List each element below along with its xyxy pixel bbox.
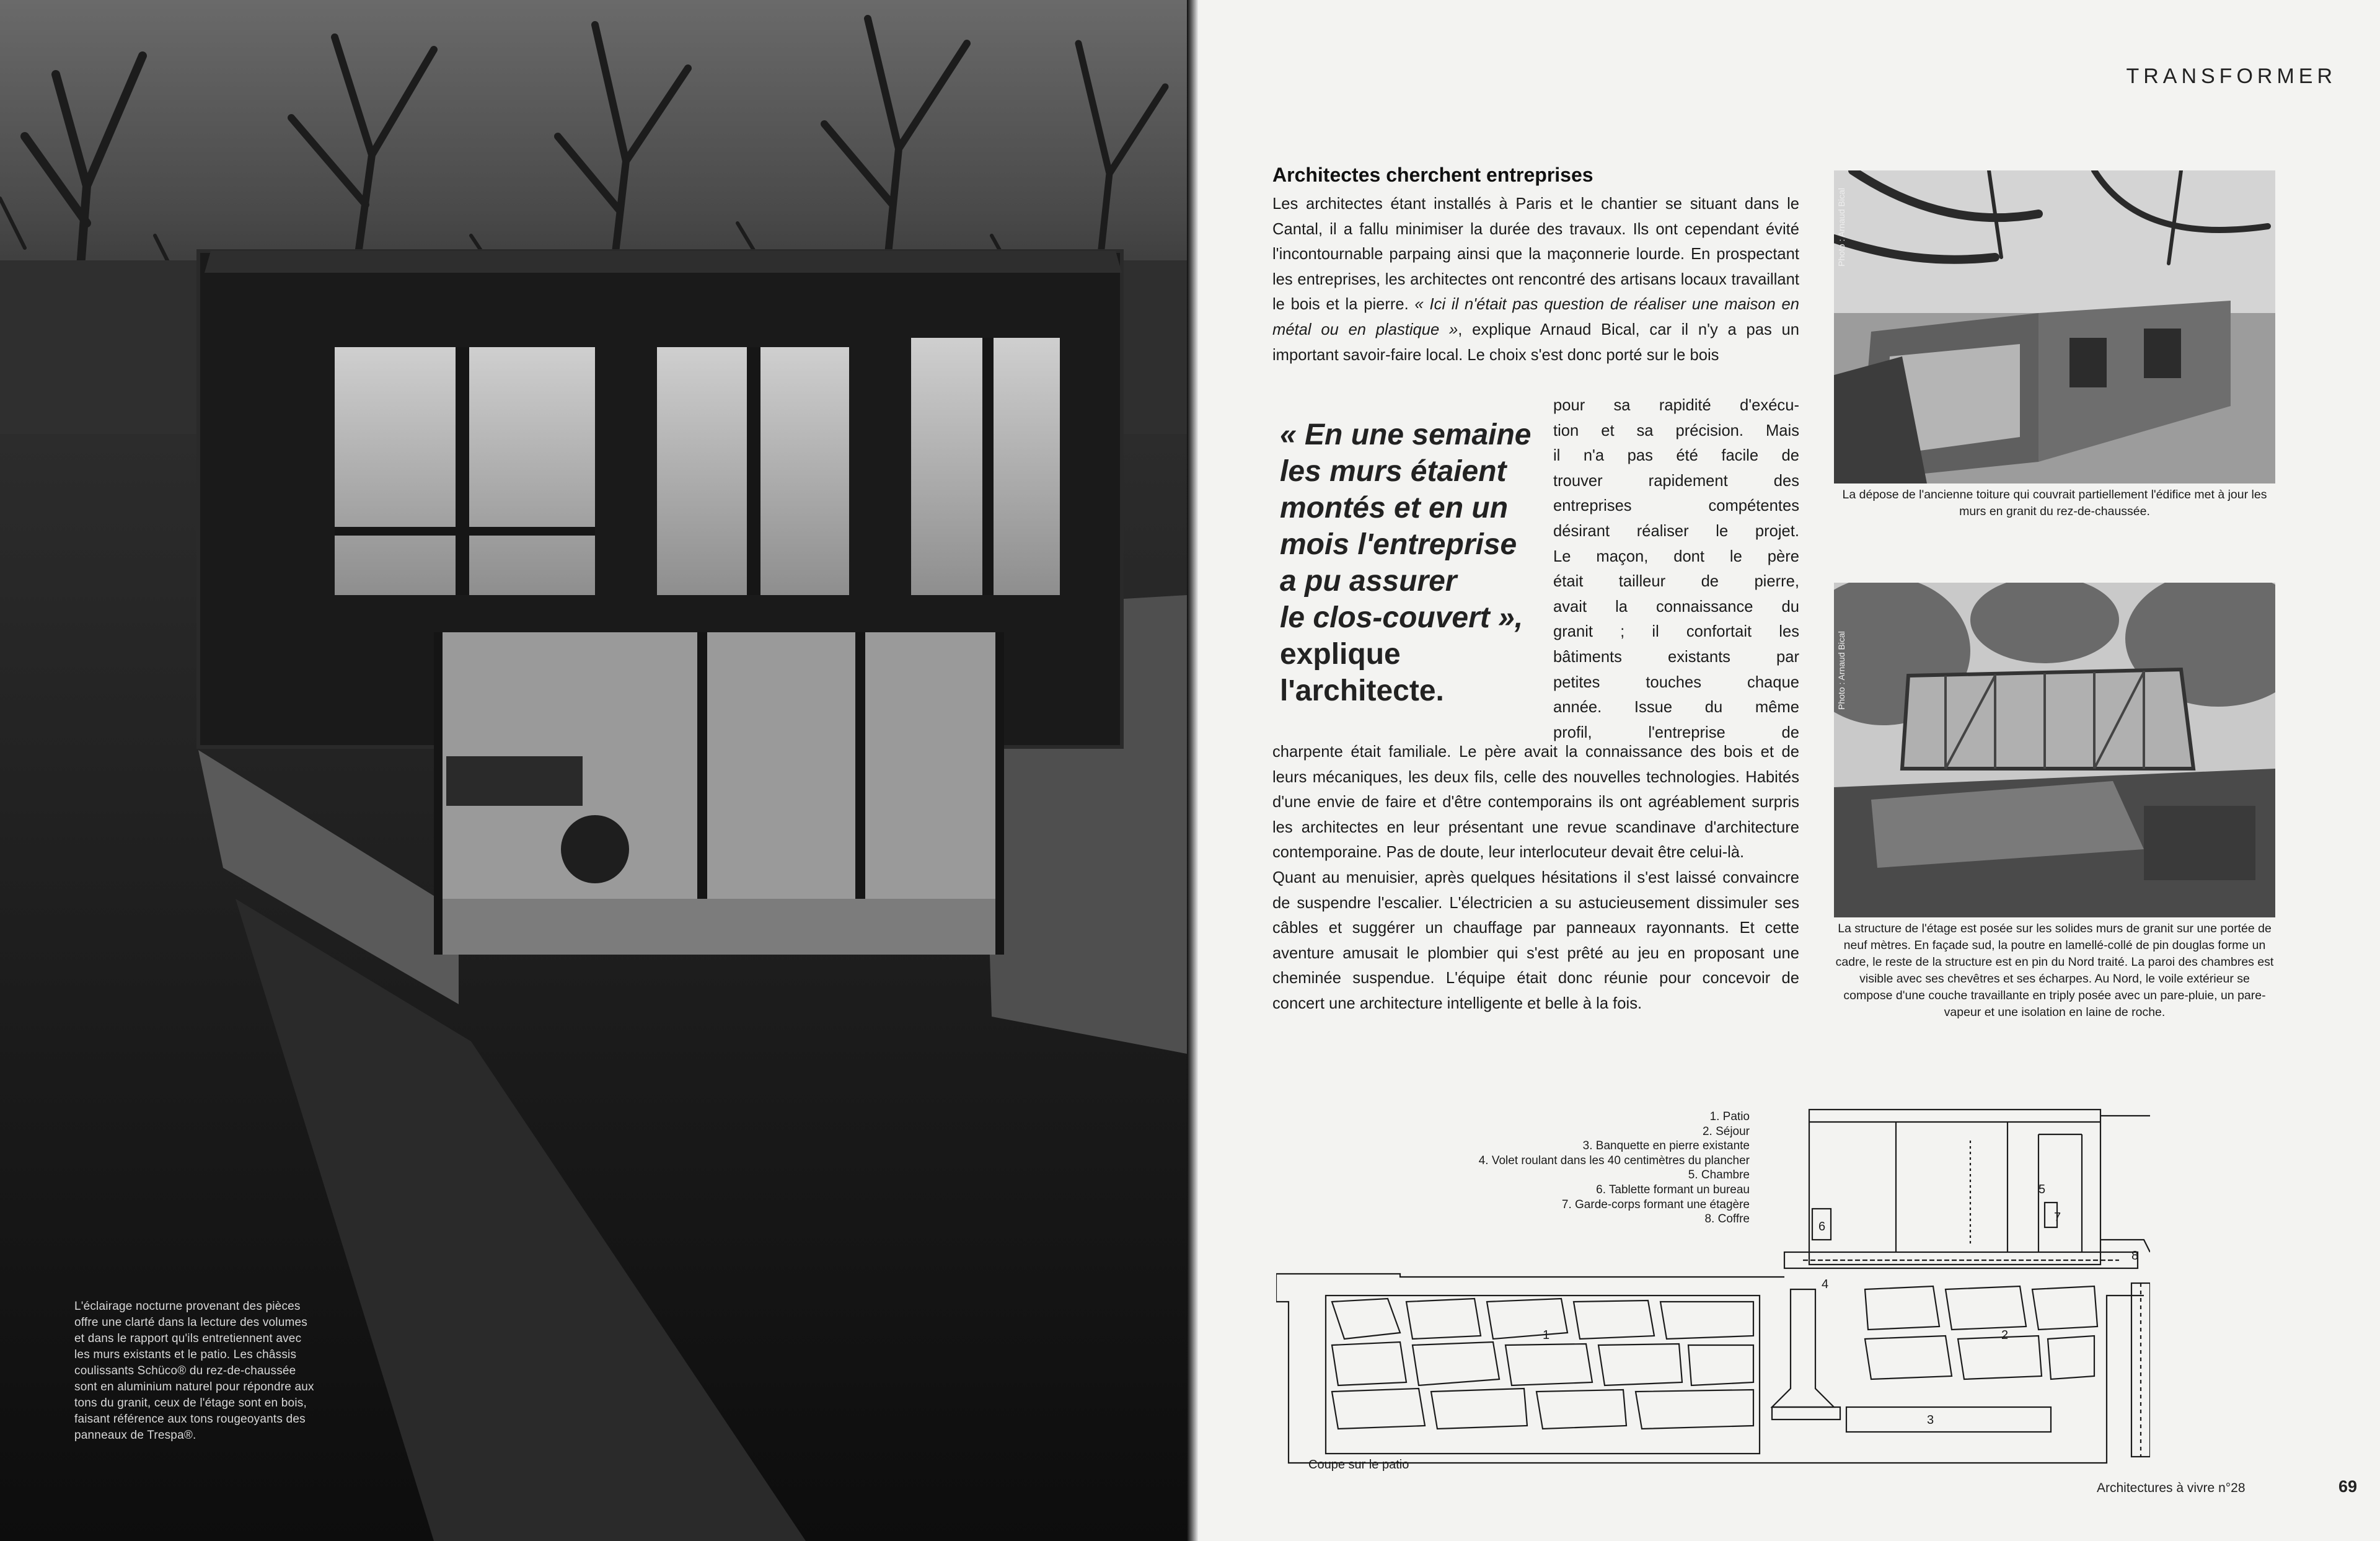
narrow-line: bâtiments existants par: [1553, 648, 1799, 666]
pull-quote-line: le clos-couvert »,: [1280, 601, 1523, 634]
narrow-line: pour sa rapidité d'exécu-: [1553, 397, 1799, 414]
right-page: [1198, 0, 2380, 1541]
photo-credit: Photo : Arnaud Bical: [1836, 631, 1846, 710]
photo-caption-structure: La structure de l'étage est posée sur les solides murs de granit sur une portée de neuf mètres. En façade sud, la poutre en lamellé-collé de pin douglas forme un cadre, le reste de la structure est en pin du Nord traité. La paroi des chambres est visible avec ses chevêtres et ses écharpes. Au Nord, le voile extérieur se compose d'une couche travaillante en triply posée avec un pare-pluie, un pare-vapeur et une isolation en laine de roche.: [1835, 922, 2274, 1019]
pull-quote-line: mois l'entreprise: [1280, 528, 1517, 561]
pull-quote-attribution: l'architecte.: [1280, 674, 1444, 707]
narrow-line: tion et sa précision. Mais: [1553, 422, 1799, 439]
body-paragraph-1-end: , explique Arnaud Bical, car il n'y a pas un important savoir-faire local. Le choix s'est donc porté sur le bois: [1272, 320, 1799, 364]
pull-quote-line: « En une semaine: [1280, 418, 1532, 451]
pull-quote: [1280, 417, 1540, 709]
body-paragraph-2: charpente était familiale. Le père avait la connaissance des bois et de leurs mécaniques, les deux fils, celle des nouvelles technologies. Habités d'une envie de faire et d'être contemporains ils ont agréablement surpris les architectes en leur présentant une revue scandinave d'architecture contemporaine. Pas de doute, leur interlocuteur devait être celui-là.: [1272, 743, 1799, 862]
pull-quote-line: a pu assurer: [1280, 565, 1457, 598]
photo-caption: L'éclairage nocturne provenant des pièces offre une clarté dans la lecture des volumes et dans le rapport qu'ils entretiennent avec les murs existants et le patio. Les châssis coulissants Schüco® du rez-de-chaussée sont en aluminium naturel pour répondre aux tons du granit, ceux de l'étage sont en bois, faisant référence aux tons rougeoyants des panneaux de Trespa®.: [74, 1300, 314, 1442]
coupe-sur-le-patio-drawing: [1276, 1097, 2150, 1469]
ruin-walls-illustration: [1834, 170, 2275, 483]
narrow-line: il n'a pas été facile de: [1553, 447, 1799, 465]
drawing-number-7: 7: [2054, 1211, 2061, 1224]
legend-item: 8. Coffre: [1704, 1212, 1750, 1226]
interior-floor: [443, 899, 995, 955]
page-number: 69: [2338, 1477, 2358, 1496]
narrow-line: Le maçon, dont le père: [1553, 547, 1799, 565]
drawing-number-1: 1: [1543, 1328, 1550, 1342]
body-text-bottom: [1272, 740, 1799, 1017]
roof-edge: [205, 251, 1122, 273]
legend-item: 1. Patio: [1709, 1110, 1750, 1123]
photo-caption-ruin: La dépose de l'ancienne toiture qui couvrait partiellement l'édifice met à jour les murs en granit du rez-de-chaussée.: [1842, 488, 2267, 518]
drawing-number-3: 3: [1927, 1413, 1934, 1427]
article-title: Architectes cherchent entreprises: [1272, 164, 1593, 186]
legend-item: 4. Volet roulant dans les 40 centimètres du plancher: [1478, 1154, 1750, 1167]
photo-ruin-walls: [1834, 170, 2275, 483]
narrow-line: avait la connaissance du: [1553, 598, 1799, 616]
drawing-number-6: 6: [1818, 1220, 1826, 1234]
section-drawing: [1276, 1097, 2150, 1469]
body-text-top: [1272, 192, 1799, 368]
narrow-line: entreprises compétentes: [1553, 497, 1799, 515]
drawing-number-2: 2: [2001, 1328, 2009, 1342]
drawing-number-4: 4: [1822, 1278, 1829, 1291]
narrow-line: était tailleur de pierre,: [1553, 573, 1799, 591]
left-page-photo: [0, 0, 1187, 1541]
drawing-number-8: 8: [2131, 1249, 2139, 1263]
page-gutter: [1187, 0, 1198, 1541]
legend-item: 5. Chambre: [1688, 1168, 1750, 1182]
legend-item: 2. Séjour: [1702, 1124, 1750, 1138]
drawing-caption: Coupe sur le patio: [1308, 1458, 1409, 1472]
narrow-line: petites touches chaque: [1553, 673, 1799, 691]
legend-item: 7. Garde-corps formant une étagère: [1561, 1198, 1750, 1211]
narrow-line: trouver rapidement des: [1553, 472, 1799, 490]
legend-item: 3. Banquette en pierre existante: [1582, 1139, 1750, 1153]
body-paragraph-1: Les architectes étant installés à Paris et le chantier se situant dans le Cantal, il a fallu minimiser la durée des travaux. Ils ont cependant évité l'incontournable parpaing ainsi que la maçonnerie lourde. En prospectant les entreprises, les architectes ont rencontré des artisans locaux travaillant le bois et la pierre.: [1272, 195, 1799, 314]
pull-quote-line: les murs étaient: [1280, 455, 1507, 488]
body-quote-italic: « Ici il n'était pas question de réaliser une maison en métal ou en plastique »: [1272, 296, 1799, 338]
section-label: TRANSFORMER: [2126, 64, 2337, 88]
pull-quote-line: montés et en un: [1280, 492, 1509, 524]
pull-quote-attribution: explique: [1280, 638, 1401, 671]
narrow-line: profil, l'entreprise de: [1553, 723, 1799, 741]
narrow-line: désirant réaliser le projet.: [1553, 522, 1799, 540]
narrow-line: année. Issue du même: [1553, 699, 1799, 717]
suspended-fireplace: [561, 815, 629, 883]
narrow-line: granit ; il confortait les: [1553, 623, 1799, 641]
body-text-narrow-column: [1553, 393, 1799, 745]
photo-timber-structure: [1834, 583, 2275, 917]
body-paragraph-3: Quant au menuisier, après quelques hésitations il s'est laissé convaincre de suspendre l'escalier. L'électricien a su astucieusement dissimuler ses câbles et suggérer un chauffage par panneaux rayonnants. Et cette aventure amusait le plombier qui s'est prêté au jeu en proposant une cheminée suspendue. L'équipe était donc réunie pour concevoir de concert une architecture intelligente et belle à la fois.: [1272, 868, 1799, 1012]
drawing-number-5: 5: [2038, 1183, 2046, 1196]
timber-structure-illustration: [1834, 583, 2275, 917]
photo-credit: Photo : Arnaud Bical: [1836, 188, 1846, 267]
legend-item: 6. Tablette formant un bureau: [1596, 1183, 1750, 1196]
sofa: [446, 756, 583, 806]
footer-magazine-name: Architectures à vivre n°28: [2097, 1481, 2246, 1495]
